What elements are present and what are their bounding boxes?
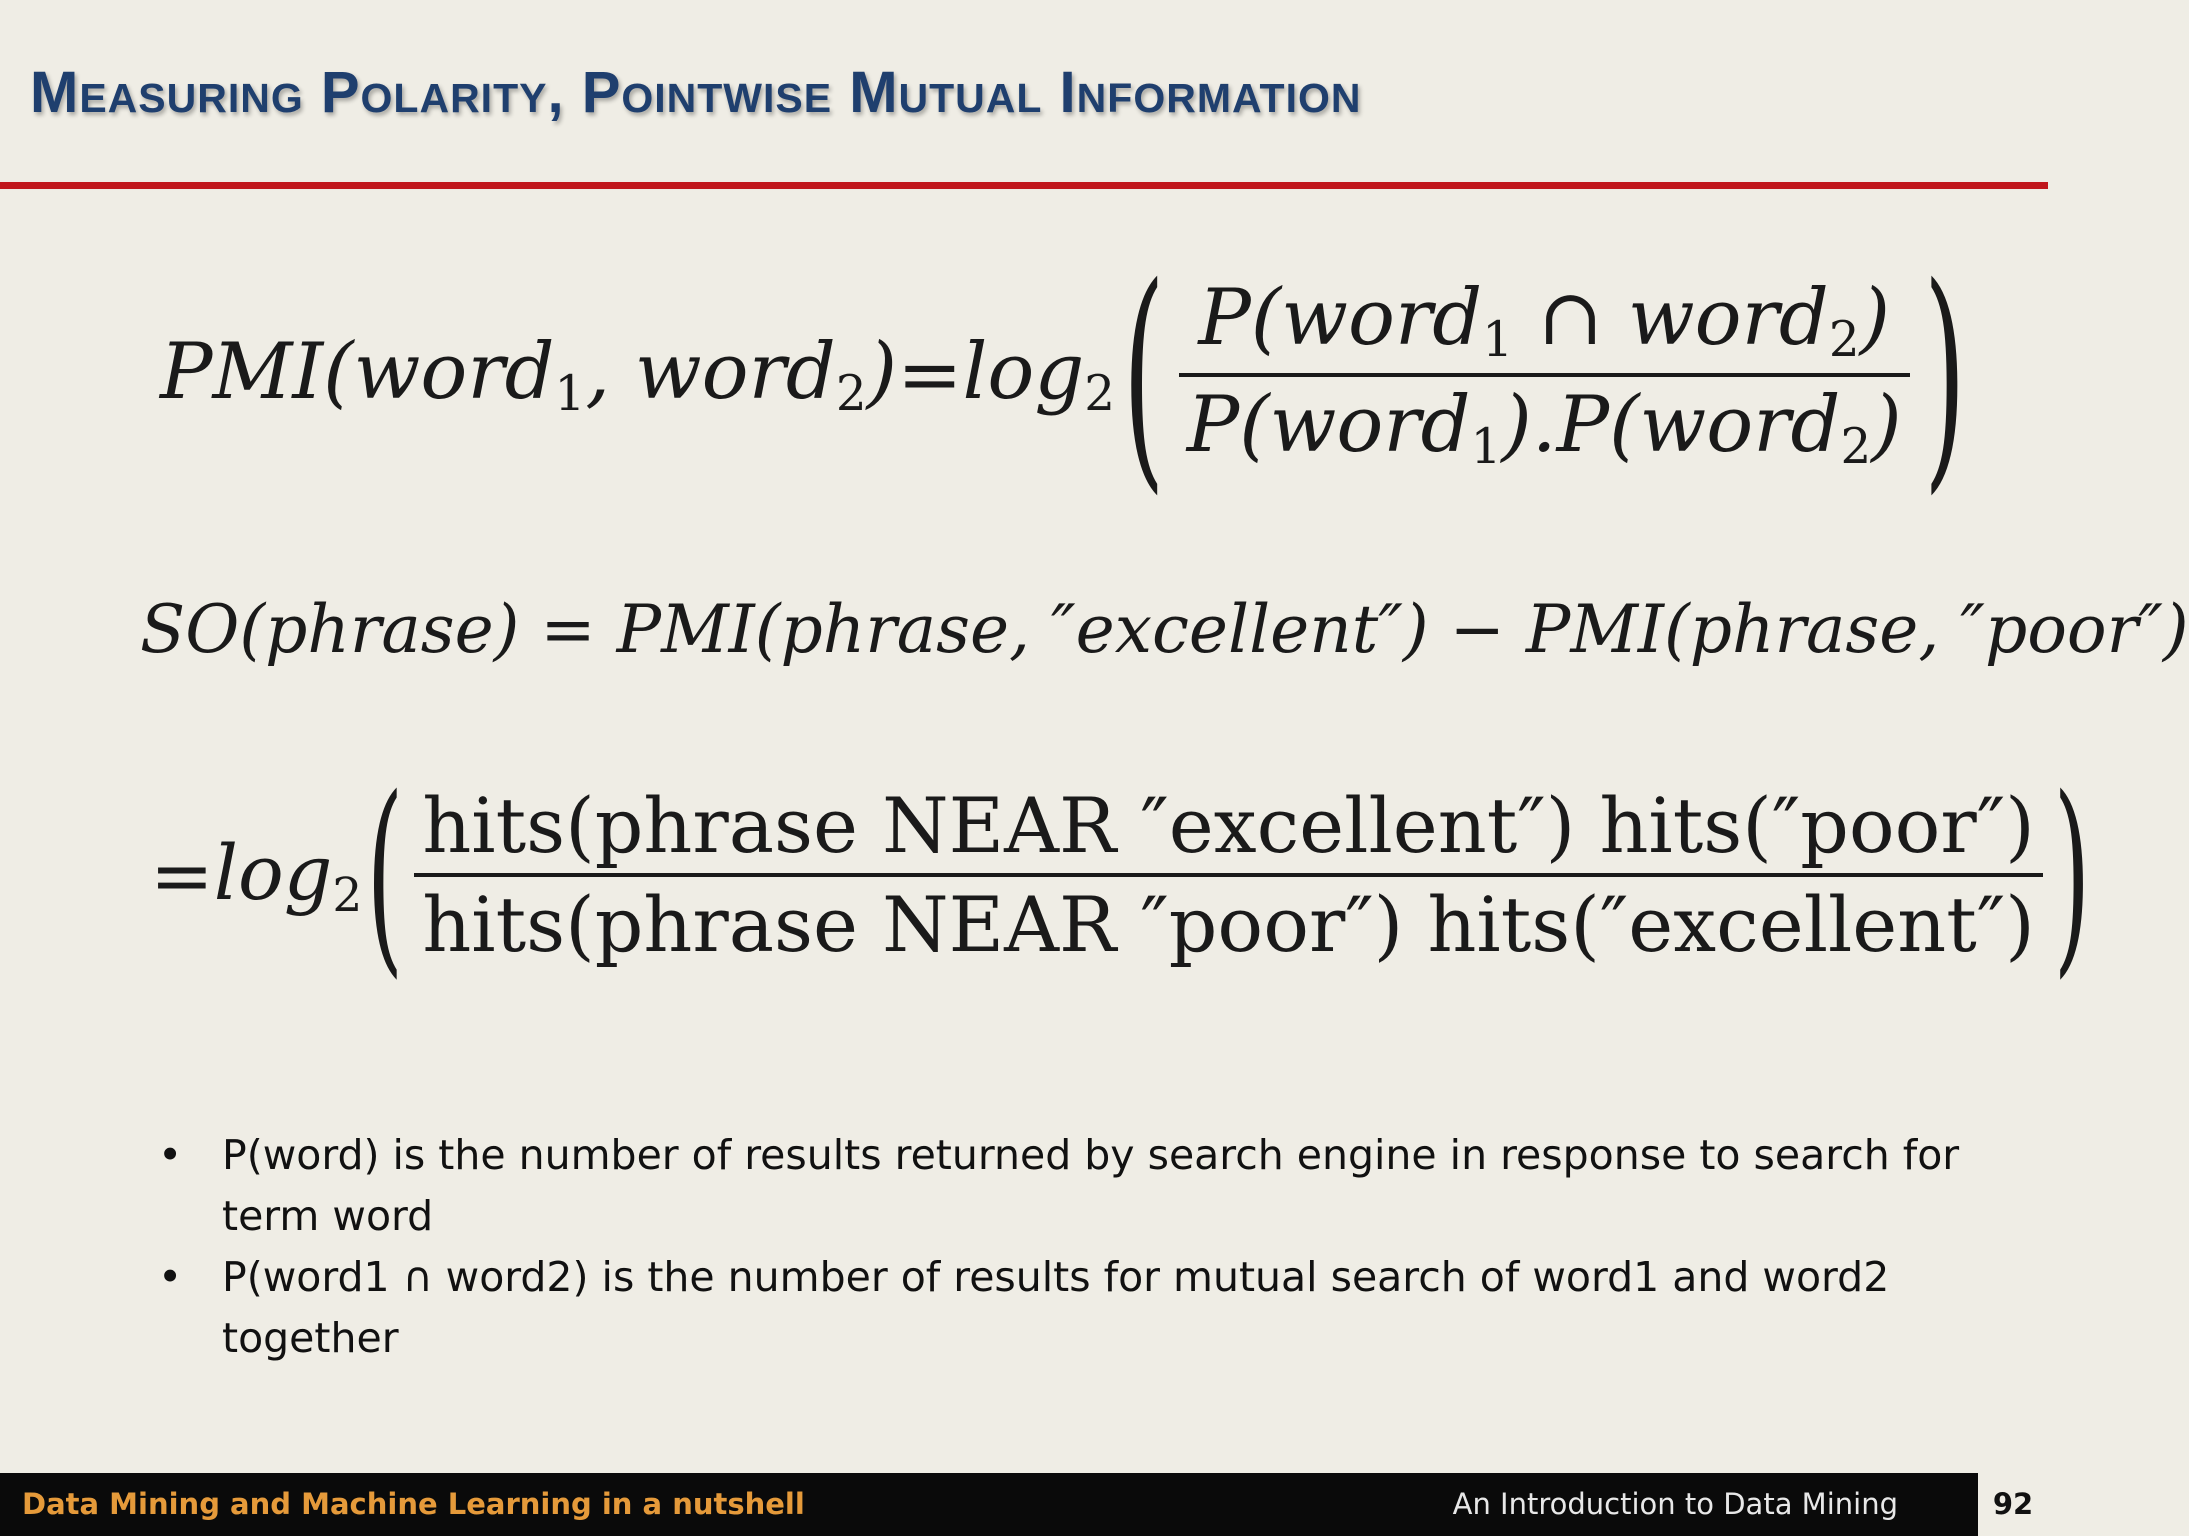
footer-lecture-title: An Introduction to Data Mining: [1452, 1487, 1898, 1521]
page-number: 92: [1978, 1473, 2048, 1536]
bullet-text: P(word1 ∩ word2) is the number of results for mutual search of word1 and word2 together: [222, 1253, 1890, 1362]
slide-title: Measuring Polarity, Pointwise Mutual Information: [30, 60, 1362, 125]
so-equation: SO(phrase) = PMI(phrase, ″excellent″) − PMI(phrase, ″poor″): [140, 591, 2189, 668]
left-paren: (: [1122, 235, 1165, 515]
fraction-bar: [414, 873, 2042, 877]
hits-equation: [150, 752, 2091, 997]
pmi-denominator: P(word$_1$).P(word$_2$): [1186, 380, 1902, 476]
hits-fraction: [414, 782, 2042, 969]
right-paren: ): [1923, 235, 1966, 515]
bullet-dot: •: [158, 1131, 183, 1179]
list-item: [150, 1125, 1960, 1247]
hits-numerator: hits(phrase NEAR ″excellent″) hits(″poor″): [422, 780, 2035, 870]
bullet-text: P(word) is the number of results returned by search engine in response to search for term word: [222, 1131, 1960, 1240]
bullet-list: [150, 1125, 1960, 1369]
hits-denominator: hits(phrase NEAR ″poor″) hits(″excellent″): [422, 880, 2035, 969]
list-item: [150, 1247, 1960, 1369]
pmi-log: $\log_2$: [962, 327, 1116, 423]
hits-log: $\log_2$: [213, 827, 363, 923]
pmi-fraction: [1179, 274, 1910, 475]
bullet-dot: •: [158, 1253, 183, 1301]
pmi-numerator: P(word$_1$ ∩ word$_2$): [1198, 273, 1891, 369]
title-underline: [0, 182, 2048, 189]
left-paren: (: [366, 752, 404, 997]
footer-course-title: Data Mining and Machine Learning in a nutshell: [22, 1487, 805, 1521]
pmi-equals: =: [897, 330, 963, 420]
pmi-equation: [160, 235, 1966, 515]
right-paren: ): [2053, 752, 2091, 997]
fraction-bar: [1179, 373, 1910, 377]
hits-equals: =: [150, 830, 214, 920]
pmi-lhs: PMI(word$_1$, word$_2$): [160, 327, 898, 423]
footer-bar: [0, 1473, 1978, 1536]
